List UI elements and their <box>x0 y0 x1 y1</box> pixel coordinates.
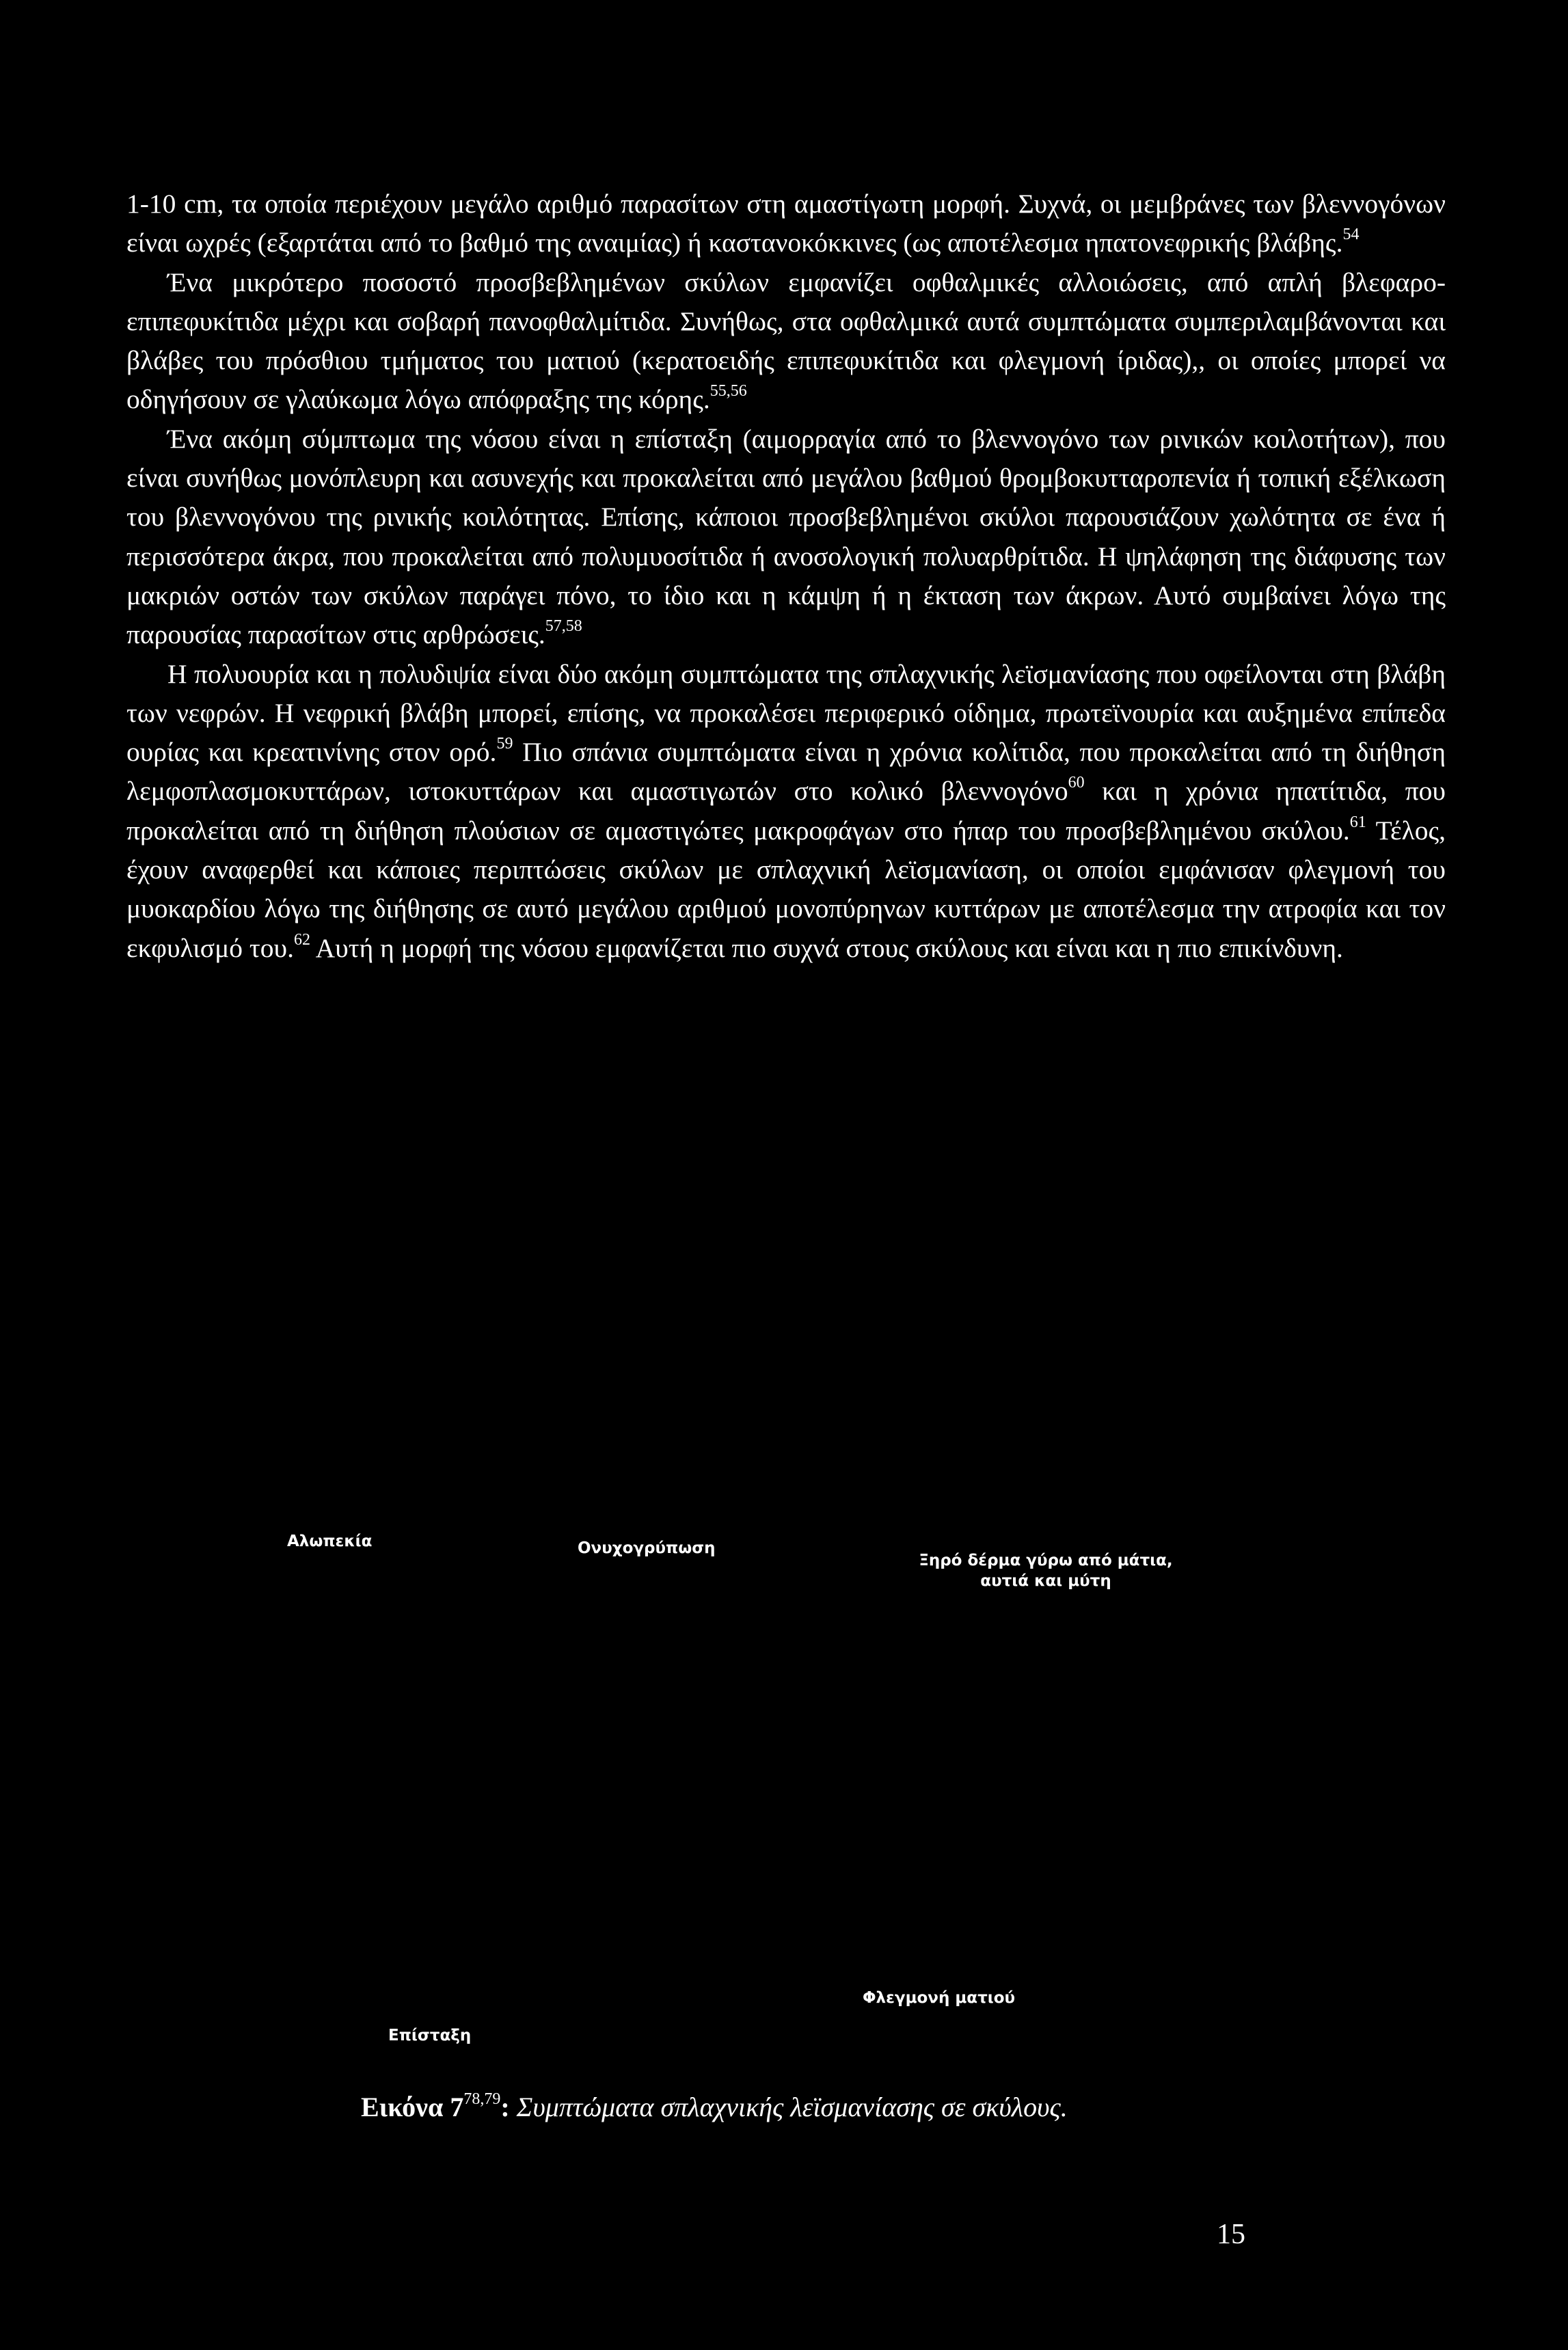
figure-caption <box>361 2090 1249 2124</box>
citation-59: 59 <box>496 735 513 753</box>
citation-61: 61 <box>1349 813 1366 831</box>
paragraph-3: Ένα ακόμη σύμπτωμα της νόσου είναι η επίσταξη (αιμορραγία από το βλεννογόνο των ρινικών κοιλοτήτων), που είναι συνήθως μονόπλευρη και ασυνεχής και προκαλείται από μεγάλου βαθμού θρομβοκυτταροπενία ή τοπική εξέλκωση του βλεννογόνου της ρινικής κοιλότητας. Επίσης, κάποιοι προσβεβλημένοι σκύλοι παρουσιάζουν χωλότητα σε ένα ή περισσότερα άκρα, που προκαλείται από πολυμυοσίτιδα ή ανοσολογική πολυαρθρίτιδα. Η ψηλάφηση της διάφυσης των μακριών οστών των σκύλων παράγει πόνο, το ίδιο και η κάμψη ή η έκταση των άκρων. Αυτό συμβαίνει λόγω της παρουσίας παρασίτων στις αρθρώσεις.$^{57,58}$ <box>126 423 1446 650</box>
figure-label-dry-skin <box>868 1550 1224 1591</box>
citation-54: 54 <box>1342 226 1360 244</box>
citation-55-56: 55,56 <box>709 382 747 401</box>
caption-title: Εικόνα 7 <box>361 2092 464 2122</box>
paragraph-1: 1-10 cm, τα οποία περιέχουν μεγάλο αριθμό παρασίτων στη αμαστίγωτη μορφή. Συχνά, οι μεμβράνες των βλεννογόνων είναι ωχρές (εξαρτάται από το βαθμό της αναιμίας) ή καστανοκόκκινες (ως αποτέλεσμα ηπατονεφρικής βλάβης.$^{54}$ <box>126 189 1446 258</box>
figure-label-alopecia: Αλωπεκία <box>287 1532 373 1550</box>
caption-colon: : <box>500 2092 517 2122</box>
citation-62: 62 <box>293 930 310 949</box>
citation-57-58: 57,58 <box>545 617 582 636</box>
body-text <box>126 185 1446 968</box>
caption-text: Συμπτώματα σπλαχνικής λεϊσμανίασης σε σκύλους. <box>516 2092 1068 2122</box>
figure-label-dry-skin-line2: αυτιά και μύτη <box>980 1572 1111 1590</box>
caption-citation: 78,79 <box>463 2090 501 2108</box>
figure-label-dry-skin-line1: Ξηρό δέρμα γύρω από μάτια, <box>919 1552 1173 1569</box>
paragraph-2: Ένα μικρότερο ποσοστό προσβεβλημένων σκύλων εμφανίζει οφθαλμικές αλλοιώσεις, από απλή βλεφαρο-επιπεφυκίτιδα μέχρι και σοβαρή πανοφθαλμίτιδα. Συνήθως, στα οφθαλμικά αυτά συμπτώματα συμπεριλαμβάνονται και βλάβες του πρόσθιου τμήματος του ματιού (κερατοειδής επιπεφυκίτιδα και φλεγμονή ίριδας),, οι οποίες μπορεί να οδηγήσουν σε γλαύκωμα λόγω απόφραξης της κόρης.$^{55,56}$ <box>126 267 1446 415</box>
citation-60: 60 <box>1068 774 1085 792</box>
figure-label-onychogryphosis: Ονυχογρύπωση <box>578 1539 716 1557</box>
figure-label-epistaxis: Επίσταξη <box>388 2027 472 2044</box>
page-number: 15 <box>1217 2219 1245 2250</box>
paragraph-4: Η πολυουρία και η πολυδιψία είναι δύο ακόμη συμπτώματα της σπλαχνικής λεϊσμανίασης που οφείλονται στη βλάβη των νεφρών. Η νεφρική βλάβη μπορεί, επίσης, να προκαλέσει περιφερικό οίδημα, πρωτεϊνουρία και αυξημένα επίπεδα ουρίας και κρεατινίνης στον ορό.$^{59}$ Πιο σπάνια συμπτώματα είναι η χρόνια κολίτιδα, που προκαλείται από τη διήθηση λεμφοπλασμοκυττάρων, ιστοκυττάρων και αμαστιγωτών στο κολικό βλεννογόνο$^{60}$ και η χρόνια ηπατίτιδα, που προκαλείται από τη διήθηση πλούσιων σε αμαστιγώτες μακροφάγων στο ήπαρ του προσβεβλημένου σκύλου.$^{61}$ Τέλος, έχουν αναφερθεί και κάποιες περιπτώσεις σκύλων με σπλαχνική λεϊσμανίαση, οι οποίοι εμφάνισαν φλεγμονή του μυοκαρδίου λόγω της διήθησης σε αυτό μεγάλου αριθμού μονοπύρηνων κυττάρων με αποτέλεσμα την ατροφία και τον εκφυλισμό του.$^{62}$ Αυτή η μορφή της νόσου εμφανίζεται πιο συχνά στους σκύλους και είναι και η πιο επικίνδυνη. <box>126 658 1446 963</box>
figure-label-eye-inflammation: Φλεγμονή ματιού <box>863 1989 1016 2007</box>
